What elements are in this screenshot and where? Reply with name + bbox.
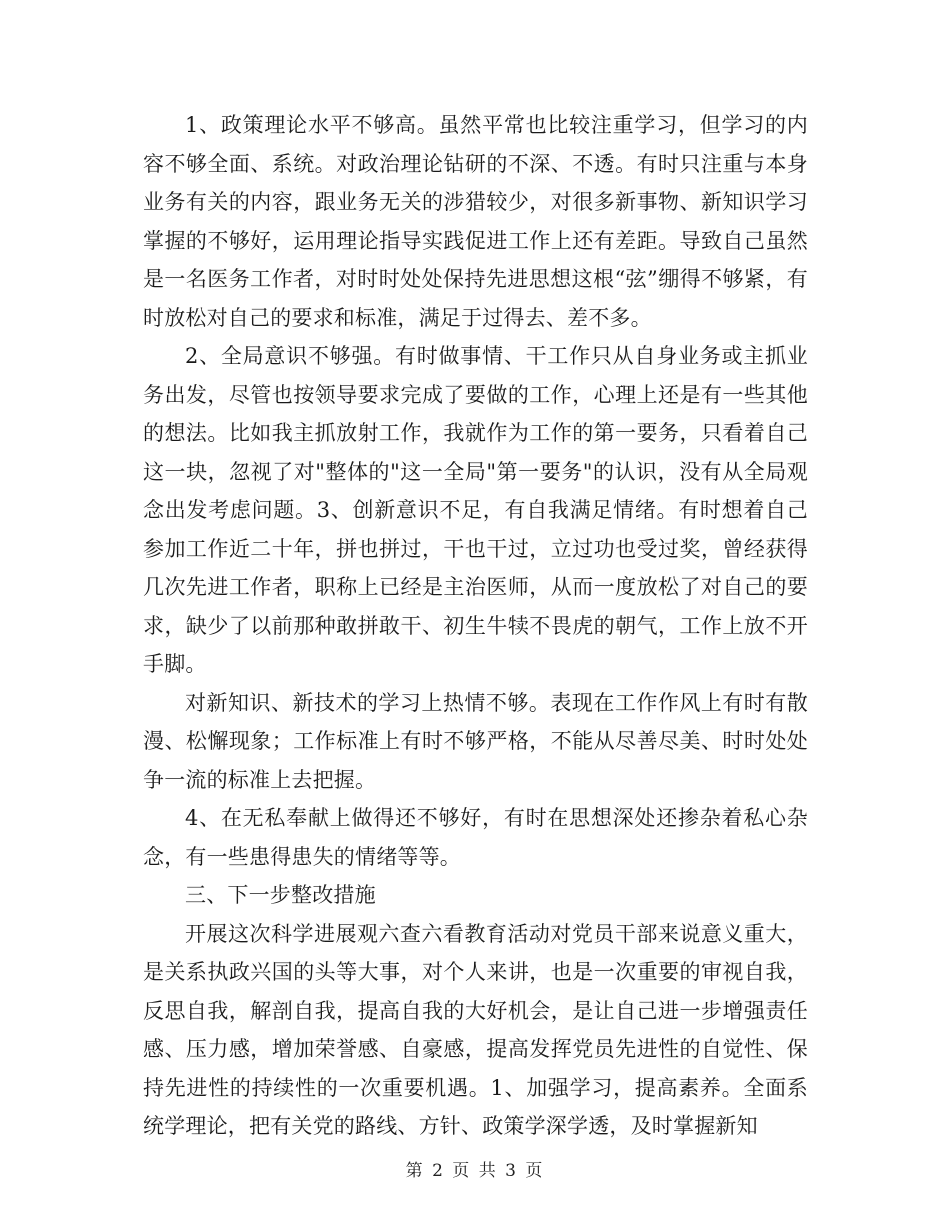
paragraph-new-knowledge: 对新知识、新技术的学习上热情不够。表现在工作作风上有时有散漫、松懈现象；工作标准上有时不够严格，不能从尽善尽美、时时处处争一流的标准上去把握。 (143, 690, 808, 792)
page-number-footer: 第 2 页 共 3 页 (405, 1161, 545, 1181)
paragraph-selfless-dedication: 4、在无私奉献上做得还不够好，有时在思想深处还掺杂着私心杂念，有一些患得患失的情绪等等。 (143, 806, 808, 869)
paragraph-overall-awareness: 2、全局意识不够强。有时做事情、干工作只从自身业务或主抓业务出发，尽管也按领导要求完成了要做的工作，心理上还是有一些其他的想法。比如我主抓放射工作，我就作为工作的第一要务，只看着自己这一块，忽视了对"整体的"这一全局"第一要务"的认识，没有从全局观念出发考虑问题。3、创新意识不足，有自我满足情绪。有时想着自己参加工作近二十年，拼也拼过，干也干过，立过功也受过奖，曾经获得几次先进工作者，职称上已经是主治医师，从而一度放松了对自己的要求，缺少了以前那种敢拼敢干、初生牛犊不畏虎的朝气，工作上放不开手脚。 (143, 344, 808, 676)
paragraph-rectification: 开展这次科学进展观六查六看教育活动对党员干部来说意义重大，是关系执政兴国的头等大事，对个人来讲，也是一次重要的审视自我，反思自我，解剖自我，提高自我的大好机会，是让自己进一步增强责任感、压力感，增加荣誉感、自豪感，提高发挥党员先进性的自觉性、保持先进性的持续性的一次重要机遇。1、加强学习，提高素养。全面系统学理论，把有关党的路线、方针、政策学深学透，及时掌握新知 (143, 921, 808, 1138)
section-heading-next-steps: 三、下一步整改措施 (185, 883, 376, 907)
paragraph-policy-theory: 1、政策理论水平不够高。虽然平常也比较注重学习，但学习的内容不够全面、系统。对政治理论钻研的不深、不透。有时只注重与本身业务有关的内容，跟业务无关的涉猎较少，对很多新事物、新知识学习掌握的不够好，运用理论指导实践促进工作上还有差距。导致自己虽然是一名医务工作者，对时时处处保持先进思想这根“弦”绷得不够紧，有时放松对自己的要求和标准，满足于过得去、差不多。 (143, 113, 808, 330)
document-body (143, 106, 808, 1146)
